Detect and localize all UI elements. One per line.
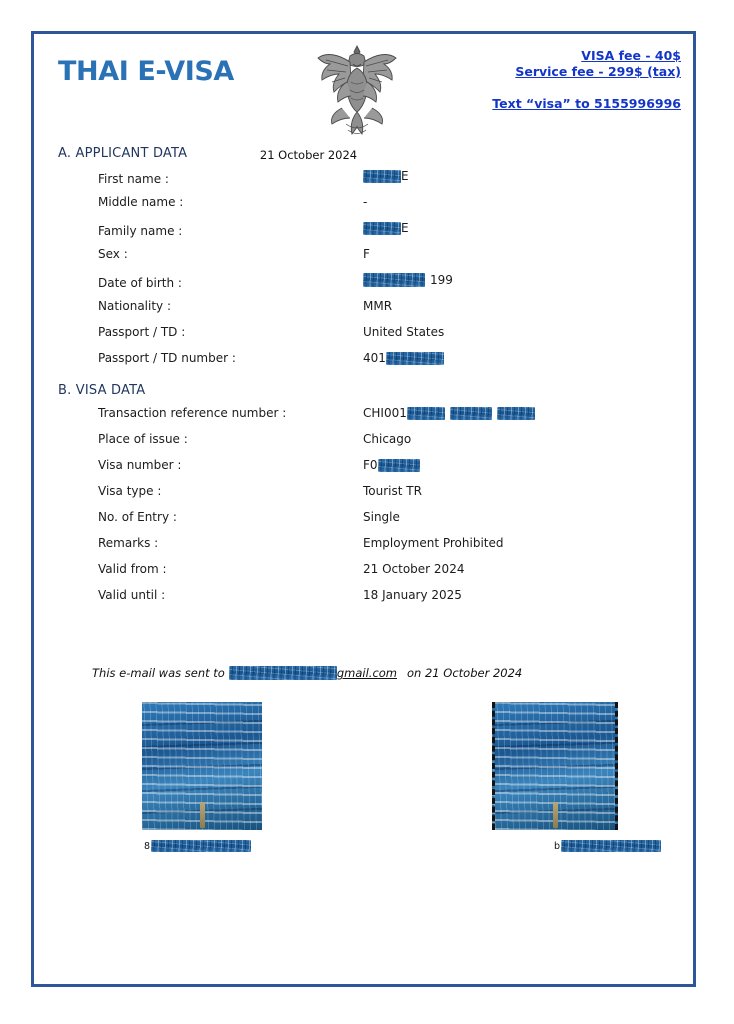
field-label: First name :	[98, 171, 169, 186]
email-delivery-note	[92, 666, 693, 680]
field-visa-type	[98, 484, 693, 510]
field-label: Valid until :	[98, 588, 166, 602]
field-value-text: 199	[430, 273, 453, 287]
email-note-prefix: This e-mail was sent to	[92, 666, 225, 680]
attachment-caption	[144, 840, 262, 852]
attachment-caption-prefix: 8	[144, 840, 151, 852]
field-value-text: -	[363, 195, 368, 209]
field-family-name	[98, 221, 693, 247]
email-domain: gmail.com	[336, 666, 397, 680]
page-title: THAI E-VISA	[58, 56, 234, 87]
field-value	[363, 351, 444, 365]
issue-date: 21 October 2024	[259, 148, 358, 162]
attachment-thumbnail-right[interactable]	[492, 702, 661, 852]
visa-document-page	[31, 31, 696, 987]
attachment-thumbnail-left[interactable]	[142, 702, 262, 852]
redaction-bar	[378, 459, 420, 472]
visa-data-section	[34, 383, 693, 614]
field-value-text: F0	[363, 458, 378, 472]
field-value	[363, 169, 409, 183]
field-transaction-reference-number	[98, 406, 693, 432]
applicant-field-list	[34, 169, 693, 377]
redaction-bar	[151, 840, 251, 852]
field-value	[363, 221, 409, 235]
field-date-of-birth	[98, 273, 693, 299]
field-no-of-entry	[98, 510, 693, 536]
field-visa-number	[98, 458, 693, 484]
field-label: Family name :	[98, 223, 183, 238]
field-label: Passport / TD number :	[98, 351, 236, 365]
field-label: Nationality :	[98, 299, 172, 313]
redacted-image-preview[interactable]	[142, 702, 262, 830]
field-passport-td-number	[98, 351, 693, 377]
field-value-text: CHI001	[363, 406, 407, 420]
field-valid-from	[98, 562, 693, 588]
field-label: Middle name :	[98, 195, 184, 209]
redaction-bar	[363, 222, 401, 235]
email-note-suffix: on 21 October 2024	[407, 666, 523, 680]
field-value-text: Employment Prohibited	[363, 536, 504, 550]
field-first-name	[98, 169, 693, 195]
field-label: No. of Entry :	[98, 510, 177, 524]
redaction-bar	[229, 666, 337, 680]
field-sex	[98, 247, 693, 273]
field-label: Passport / TD :	[98, 325, 186, 339]
attachment-thumbnails	[34, 702, 693, 887]
field-middle-name	[98, 195, 693, 221]
field-value-text: 401	[363, 351, 386, 365]
redaction-bar	[363, 273, 425, 287]
redaction-bar	[450, 407, 492, 420]
redaction-bar	[386, 352, 444, 365]
field-label: Sex :	[98, 247, 128, 261]
field-value-text: Single	[363, 510, 400, 524]
redaction-bar	[497, 407, 535, 420]
field-value	[363, 273, 453, 287]
field-value-text: F	[363, 247, 370, 261]
text-visa-promo-link[interactable]: Text “visa” to 5155996996	[492, 96, 681, 111]
applicant-data-section	[34, 146, 693, 377]
field-valid-until	[98, 588, 693, 614]
attachment-caption	[554, 840, 661, 852]
fee-information	[492, 48, 681, 112]
field-value	[363, 406, 535, 420]
redacted-image-preview[interactable]	[492, 702, 618, 830]
field-value-text: Chicago	[363, 432, 412, 446]
field-value-text: Tourist TR	[363, 484, 422, 498]
visa-data-heading: B. VISA DATA	[58, 383, 146, 398]
field-label: Remarks :	[98, 536, 159, 550]
field-label: Valid from :	[98, 562, 167, 576]
field-remarks	[98, 536, 693, 562]
field-label: Visa type :	[98, 484, 162, 498]
visa-fee-link[interactable]: VISA fee - 40$	[581, 48, 681, 63]
field-label: Transaction reference number :	[98, 406, 287, 420]
field-value-text: E	[401, 169, 409, 183]
visa-field-list	[34, 406, 693, 614]
field-value-text: 21 October 2024	[363, 562, 465, 576]
field-label: Place of issue :	[98, 432, 188, 446]
field-label: Date of birth :	[98, 276, 182, 290]
field-value-text: United States	[363, 325, 445, 339]
field-passport-td	[98, 325, 693, 351]
attachment-caption-prefix: b	[554, 840, 561, 852]
field-value-text: MMR	[363, 299, 393, 313]
field-label: Visa number :	[98, 458, 182, 472]
service-fee-link[interactable]: Service fee - 299$ (tax)	[515, 64, 681, 79]
applicant-data-heading: A. APPLICANT DATA	[58, 146, 188, 161]
redaction-bar	[561, 840, 661, 852]
field-value-text: 18 January 2025	[363, 588, 462, 602]
field-value-text: E	[401, 221, 409, 235]
field-nationality	[98, 299, 693, 325]
field-place-of-issue	[98, 432, 693, 458]
field-value	[363, 458, 420, 472]
redaction-bar	[363, 170, 401, 183]
thai-garuda-emblem-icon	[312, 38, 402, 146]
redaction-bar	[407, 407, 445, 420]
